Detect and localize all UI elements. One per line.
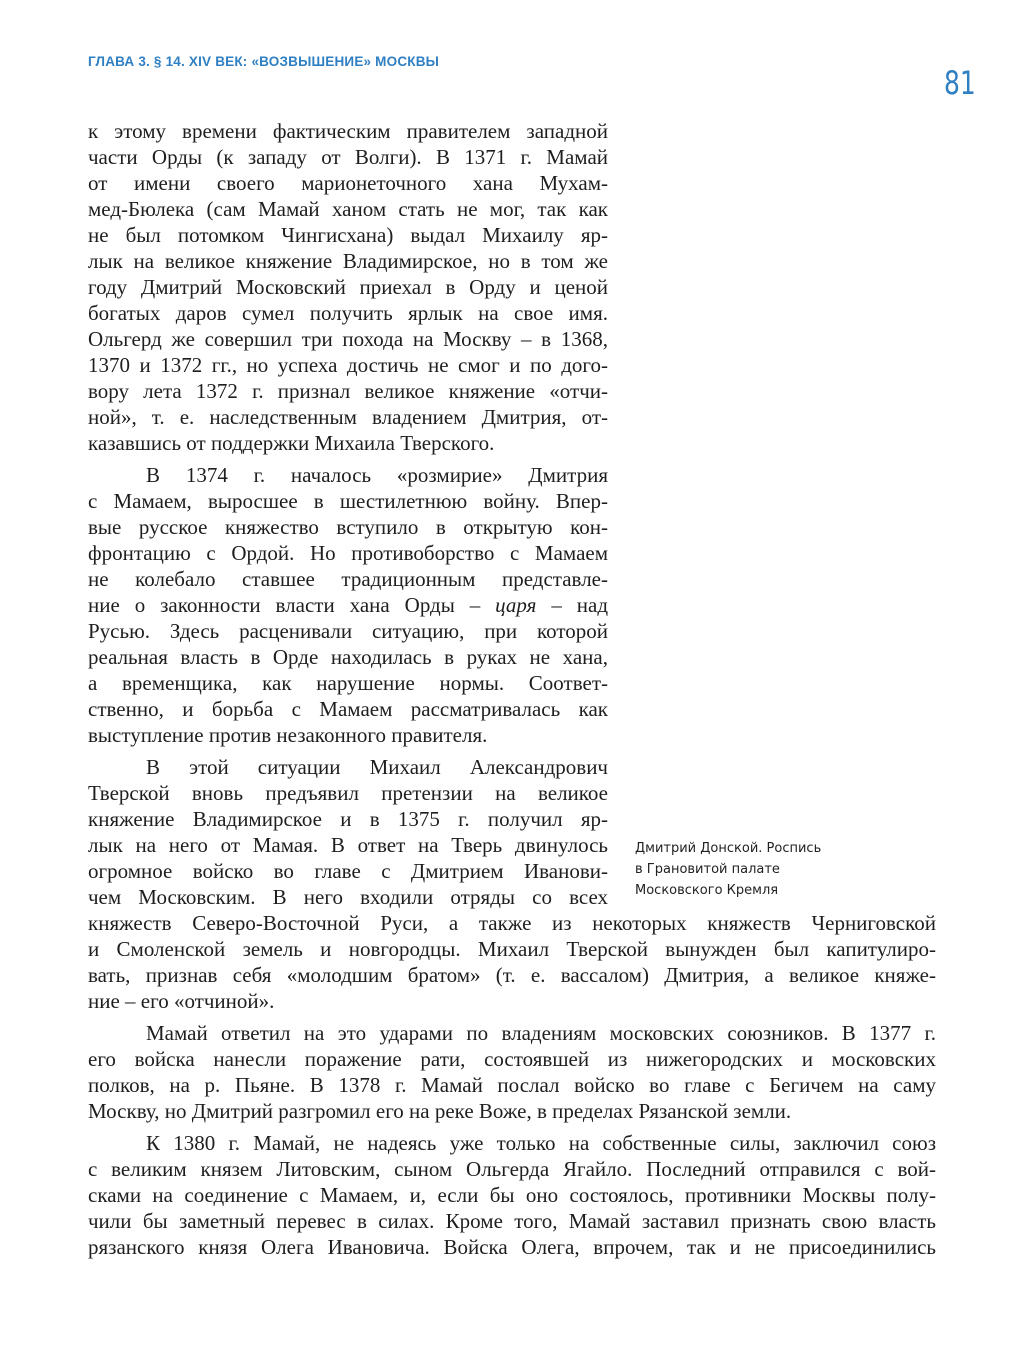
text-line: фронтацию с Ордой. Но противоборство с Мамаем	[88, 541, 608, 565]
text-line: вать, признав себя «молодшим братом» (т. е. вассалом) Дмитрия, а великое княже-	[88, 963, 936, 987]
text-span: – над	[536, 593, 608, 617]
text-line: ние – его «отчиной».	[88, 989, 275, 1013]
text-line: чем Московским. В него входили отряды со всех	[88, 885, 608, 909]
text-line: с Мамаем, выросшее в шестилетнюю войну. Впер-	[88, 489, 608, 513]
text-line: рязанского князя Олега Ивановича. Войска Олега, впрочем, так и не присоединились	[88, 1235, 936, 1259]
text-line: лык на великое княжение Владимирское, но в том же	[88, 249, 608, 273]
text-line: Русью. Здесь расценивали ситуацию, при которой	[88, 619, 608, 643]
text-line: к этому времени фактическим правителем западной	[88, 119, 608, 143]
text-line: его войска нанесли поражение рати, состоявшей из нижегородских и московских	[88, 1047, 936, 1071]
emphasis-text: царя	[495, 593, 537, 617]
text-line: выступление против незаконного правителя.	[88, 723, 488, 747]
text-line: княжение Владимирское и в 1375 г. получил яр-	[88, 807, 608, 831]
page-number: 81	[944, 64, 976, 102]
text-line: не был потомком Чингисхана) выдал Михаилу яр-	[88, 223, 608, 247]
text-line: чили бы заметный перевес в силах. Кроме того, Мамай заставил признать свою власть	[88, 1209, 936, 1233]
text-line: княжеств Северо-Восточной Руси, а также из некоторых княжеств Черниговской	[88, 911, 936, 935]
text-line: ственно, и борьба с Мамаем рассматривалась как	[88, 697, 608, 721]
text-line: ной», т. е. наследственным владением Дмитрия, от-	[88, 405, 608, 429]
text-line: лык на него от Мамая. В ответ на Тверь двинулось	[88, 833, 608, 857]
text-line: не колебало ставшее традиционным представле-	[88, 567, 608, 591]
text-line: Москву, но Дмитрий разгромил его на реке Воже, в пределах Рязанской земли.	[88, 1099, 792, 1123]
caption-line: Дмитрий Донской. Роспись	[635, 841, 822, 856]
text-line: К 1380 г. Мамай, не надеясь уже только на собственные силы, заключил союз	[146, 1131, 936, 1155]
text-line: с великим князем Литовским, сыном Ольгерда Ягайло. Последний отправился с вой-	[88, 1157, 936, 1181]
text-line: В этой ситуации Михаил Александрович	[146, 755, 608, 779]
caption-line: Московского Кремля	[635, 883, 779, 898]
text-line: реальная власть в Орде находилась в руках не хана,	[88, 645, 608, 669]
figure-caption	[635, 838, 821, 901]
text-line: и Смоленской земель и новгородцы. Михаил Тверской вынужден был капитулиро-	[88, 937, 936, 961]
text-line: полков, на р. Пьяне. В 1378 г. Мамай послал войско во главе с Бегичем на саму	[88, 1073, 936, 1097]
text-line: году Дмитрий Московский приехал в Орду и ценой	[88, 275, 608, 299]
text-line: части Орды (к западу от Волги). В 1371 г. Мамай	[88, 145, 608, 169]
text-line: Тверской вновь предъявил претензии на великое	[88, 781, 608, 805]
running-head: ГЛАВА 3. § 14. XIV ВЕК: «ВОЗВЫШЕНИЕ» МОСКВЫ	[88, 54, 440, 69]
text-line: Ольгерд же совершил три похода на Москву – в 1368,	[88, 327, 608, 351]
text-line	[88, 592, 608, 618]
text-line: вые русское княжество вступило в открытую кон-	[88, 515, 608, 539]
text-line: от имени своего марионеточного хана Мухам-	[88, 171, 608, 195]
text-line: а временщика, как нарушение нормы. Соответ-	[88, 671, 608, 695]
text-line: огромное войско во главе с Дмитрием Иванови-	[88, 859, 608, 883]
text-line: вору лета 1372 г. признал великое княжение «отчи-	[88, 379, 608, 403]
text-line: Мамай ответил на это ударами по владениям московских союзников. В 1377 г.	[146, 1021, 936, 1045]
text-line: сками на соединение с Мамаем, и, если бы оно состоялось, противники Москвы полу-	[88, 1183, 936, 1207]
caption-line: в Грановитой палате	[635, 862, 780, 877]
text-line: мед-Бюлека (сам Мамай ханом стать не мог, так как	[88, 197, 608, 221]
text-span: ние о законности власти хана Орды –	[88, 593, 496, 617]
text-line: 1370 и 1372 гг., но успеха достичь не смог и по дого-	[88, 353, 608, 377]
text-line: богатых даров сумел получить ярлык на свое имя.	[88, 301, 608, 325]
text-line: В 1374 г. началось «розмирие» Дмитрия	[146, 463, 608, 487]
text-line: казавшись от поддержки Михаила Тверского.	[88, 431, 495, 455]
